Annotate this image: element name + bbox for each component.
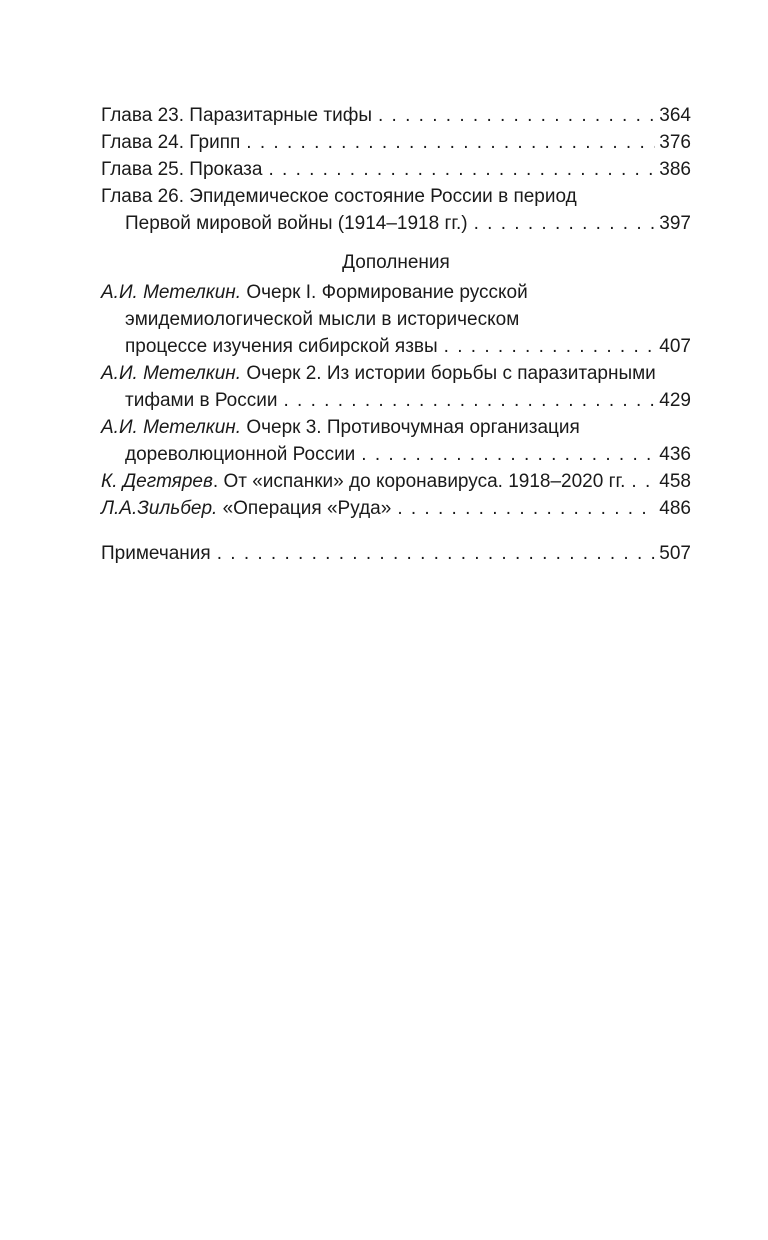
- toc-entry-title: Очерк 2. Из истории борьбы с паразитарными: [241, 363, 656, 384]
- dot-leader: [474, 210, 656, 237]
- toc-entry-chapter-24: [101, 129, 691, 156]
- author-name: А.И. Метелкин.: [101, 363, 242, 384]
- toc-entry-supplement-5: [101, 495, 691, 522]
- dot-leader: [283, 387, 655, 414]
- author-name: А.И. Метелкин.: [101, 417, 242, 438]
- dot-leader: [246, 129, 655, 156]
- toc-entry-supplement-3: [101, 414, 691, 468]
- author-name: А.И. Метелкин.: [101, 282, 242, 303]
- toc-entry-title: . От «испанки» до коронавируса. 1918–2020 гг.: [212, 471, 626, 492]
- page-number: 376: [659, 132, 691, 153]
- dot-leader: [444, 333, 656, 360]
- toc-entry-title-continued: Первой мировой войны (1914–1918 гг.): [125, 213, 468, 234]
- dot-leader: [361, 441, 655, 468]
- toc-entry-title: Глава 25. Проказа: [101, 159, 263, 180]
- table-of-contents: [101, 102, 691, 567]
- toc-entry-supplement-2: [101, 360, 691, 414]
- toc-entry-title-continued: эмидемиологической мысли в историческом: [125, 309, 520, 330]
- page-number: 429: [659, 390, 691, 411]
- toc-entry-title: Глава 24. Грипп: [101, 132, 241, 153]
- page-number: 386: [659, 159, 691, 180]
- dot-leader: [631, 468, 655, 495]
- toc-entry-title-continued: тифами в России: [125, 390, 278, 411]
- toc-entry-supplement-4: [101, 468, 691, 495]
- toc-entry-title: Глава 26. Эпидемическое состояние России в период: [101, 186, 577, 207]
- page-number: 407: [659, 336, 691, 357]
- spacer: [101, 522, 691, 540]
- toc-entry-title: Очерк I. Формирование русской: [241, 282, 528, 303]
- toc-entry-title: Очерк 3. Противочумная организация: [241, 417, 580, 438]
- dot-leader: [397, 495, 655, 522]
- dot-leader: [378, 102, 655, 129]
- toc-entry-supplement-1: [101, 279, 691, 360]
- page-number: 507: [659, 543, 691, 564]
- toc-entry-notes: [101, 540, 691, 567]
- page-number: 436: [659, 444, 691, 465]
- toc-entry-title: «Операция «Руда»: [217, 498, 392, 519]
- toc-entry-title: Глава 23. Паразитарные тифы: [101, 105, 372, 126]
- page-number: 486: [659, 498, 691, 519]
- page-number: 458: [659, 471, 691, 492]
- page-number: 364: [659, 105, 691, 126]
- dot-leader: [268, 156, 655, 183]
- section-heading-supplements: Дополнения: [342, 252, 450, 273]
- toc-entry-title-continued: процессе изучения сибирской язвы: [125, 336, 438, 357]
- toc-entry-title: Примечания: [101, 543, 211, 564]
- toc-entry-chapter-25: [101, 156, 691, 183]
- author-name: Л.А.Зильбер.: [101, 498, 218, 519]
- page-number: 397: [659, 213, 691, 234]
- author-name: К. Дегтярев: [101, 471, 213, 492]
- dot-leader: [217, 540, 656, 567]
- toc-entry-chapter-26: [101, 183, 691, 237]
- toc-entry-chapter-23: [101, 102, 691, 129]
- toc-entry-title-continued: дореволюционной России: [125, 444, 356, 465]
